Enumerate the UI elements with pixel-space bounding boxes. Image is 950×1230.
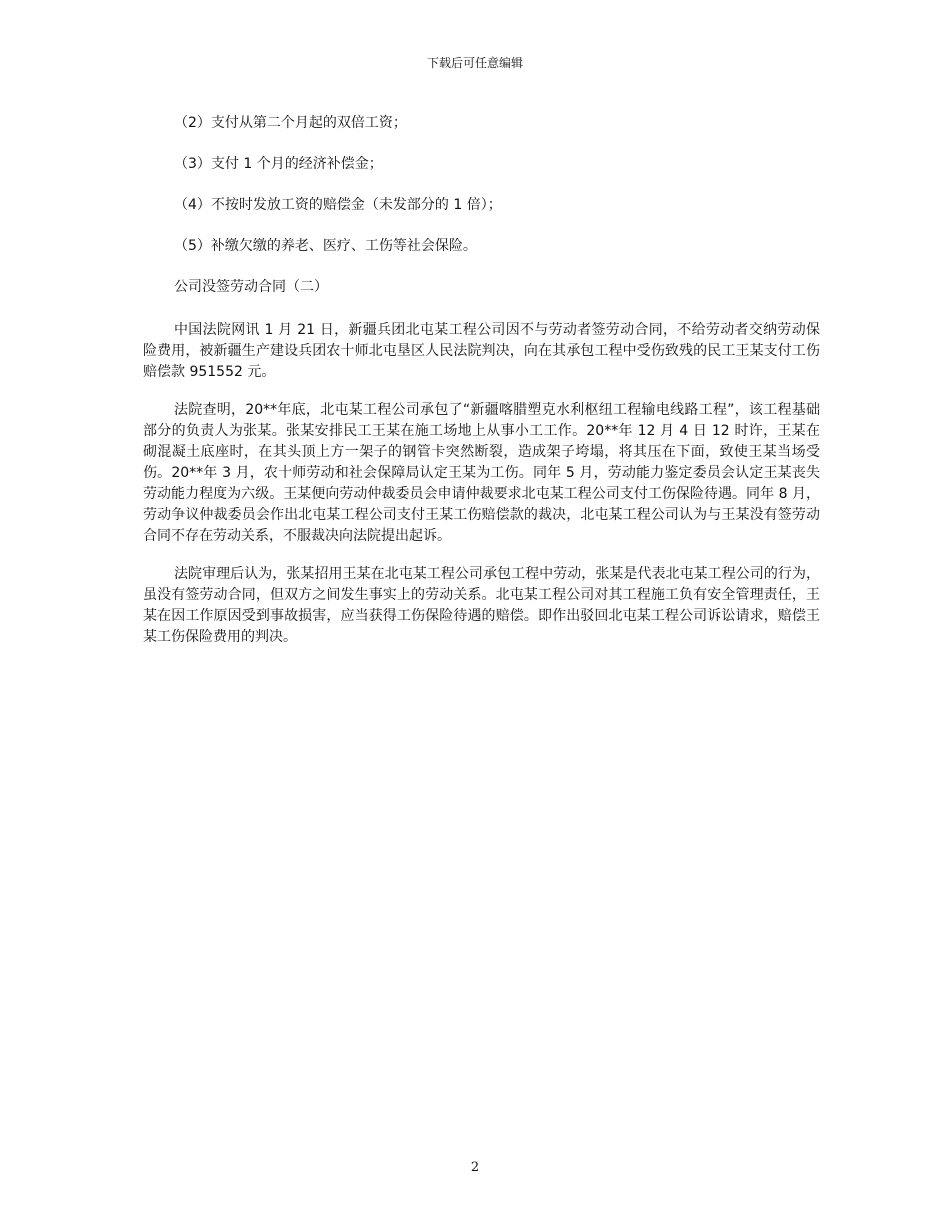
paragraph-news-lead: 中国法院网讯 1 月 21 日，新疆兵团北屯某工程公司因不与劳动者签劳动合同，不给劳动者交纳劳动保险费用，被新疆生产建设兵团农十师北屯垦区人民法院判决，向在其承包工程中受伤致残的民工王某支付工伤赔偿款 951552 元。 xyxy=(143,322,820,380)
document-body xyxy=(143,112,820,665)
paragraph-court-ruling: 法院审理后认为，张某招用王某在北屯某工程公司承包工程中劳动，张某是代表北屯某工程公司的行为，虽没有签劳动合同，但双方之间发生事实上的劳动关系。北屯某工程公司对其工程施工负有安全管理责任，王某在因工作原因受到事故损害，应当获得工伤保险待遇的赔偿。即作出驳回北屯某工程公司诉讼请求，赔偿王某工伤保险费用的判决。 xyxy=(143,566,820,645)
list-item: （5）补缴欠缴的养老、医疗、工伤等社会保险。 xyxy=(174,238,477,254)
page-header: 下载后可任意编辑 xyxy=(426,56,523,70)
list-item: （2）支付从第二个月起的双倍工资； xyxy=(174,115,407,131)
list-item: （3）支付 1 个月的经济补偿金； xyxy=(174,156,383,172)
paragraph-court-findings: 法院查明，20**年底，北屯某工程公司承包了“新疆喀腊塑克水利枢纽工程输电线路工程”，该工程基础部分的负责人为张某。张某安排民工王某在施工场地上从事小工工作。20**年 12 月 4 日 12 时许，王某在砌混凝土底座时，在其头顶上方一架子的钢管卡突然断裂，造成架子垮塌，将其压在下面，致使王某当场受伤。20**年 3 月，农十师劳动和社会保障局认定王某为工伤。同年 5 月，劳动能力鉴定委员会认定王某丧失劳动能力程度为六级。王某便向劳动仲裁委员会申请仲裁要求北屯某工程公司支付工伤保险待遇。同年 8 月，劳动争议仲裁委员会作出北屯某工程公司支付王某工伤赔偿款的裁决，北屯某工程公司认为与王某没有签劳动合同不存在劳动关系，不服裁决向法院提出起诉。 xyxy=(143,402,820,544)
list-item: （4）不按时发放工资的赔偿金（未发部分的 1 倍）； xyxy=(174,197,502,213)
page-number: 2 xyxy=(470,1160,480,1175)
section-heading: 公司没签劳动合同（二） xyxy=(174,279,328,295)
